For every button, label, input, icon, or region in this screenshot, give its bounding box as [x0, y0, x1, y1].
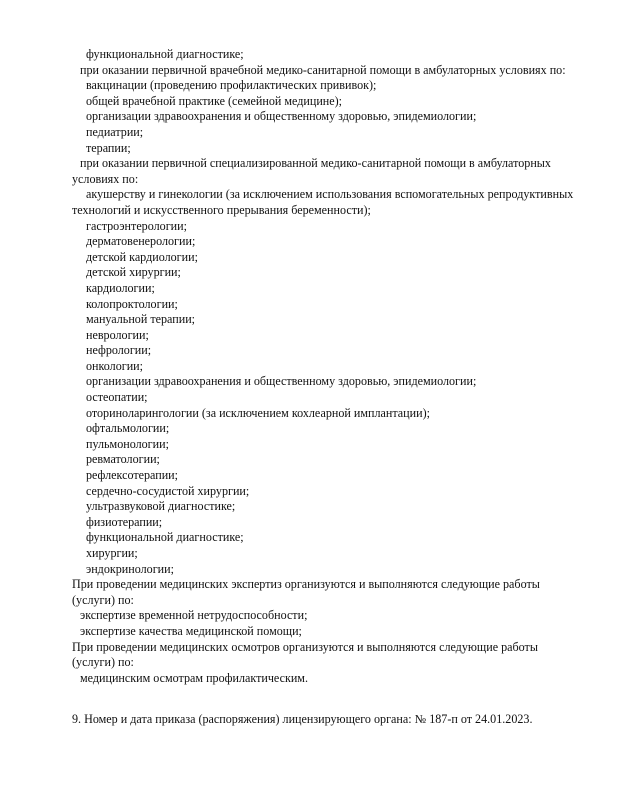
document-line: терапии;: [86, 140, 131, 155]
document-line: оториноларингологии (за исключением кохлеарной имплантации);: [86, 405, 430, 420]
document-line: гастроэнтерологии;: [86, 218, 187, 233]
document-line: педиатрии;: [86, 124, 144, 139]
document-line: организации здравоохранения и общественному здоровью, эпидемиологии;: [86, 109, 477, 124]
document-line: эндокринологии;: [86, 561, 174, 576]
document-line: мануальной терапии;: [86, 312, 196, 327]
document-line: при оказании первичной специализированной медико-санитарной помощи в амбулаторных: [80, 156, 551, 171]
document-line: детской кардиологии;: [86, 249, 198, 264]
document-body: [72, 47, 612, 728]
spacer: [72, 702, 612, 712]
document-line: акушерству и гинекологии (за исключением использования вспомогательных репродуктивных: [86, 187, 574, 202]
document-line: остеопатии;: [86, 390, 148, 405]
document-line: медицинским осмотрам профилактическим.: [80, 670, 308, 685]
document-line: вакцинации (проведению профилактических прививок);: [86, 78, 377, 93]
document-line: условиях по:: [72, 171, 139, 186]
document-line: ревматологии;: [86, 452, 160, 467]
blank-line: [72, 686, 612, 702]
document-line: экспертизе временной нетрудоспособности;: [80, 608, 308, 623]
document-line: функциональной диагностике;: [86, 47, 244, 61]
document-line: неврологии;: [86, 327, 149, 342]
document-line: физиотерапии;: [86, 514, 163, 529]
document-line: пульмонологии;: [86, 436, 169, 451]
document-line: кардиологии;: [86, 280, 155, 295]
document-line: сердечно-сосудистой хирургии;: [86, 483, 250, 498]
document-line: ультразвуковой диагностике;: [86, 499, 236, 514]
document-line: (услуги) по:: [72, 592, 134, 607]
document-line: При проведении медицинских осмотров организуются и выполняются следующие работы: [72, 639, 538, 654]
document-line: При проведении медицинских экспертиз организуются и выполняются следующие работы: [72, 577, 540, 592]
document-line: рефлексотерапии;: [86, 468, 179, 483]
document-line: (услуги) по:: [72, 655, 134, 670]
document-line: хирургии;: [86, 546, 138, 560]
document-line: организации здравоохранения и общественному здоровью, эпидемиологии;: [86, 374, 477, 389]
document-line: офтальмологии;: [86, 421, 170, 436]
section-9-line: 9. Номер и дата приказа (распоряжения) лицензирующего органа: № 187-п от 24.01.2023.: [72, 711, 533, 726]
document-line: нефрологии;: [86, 343, 152, 358]
document-line: экспертизе качества медицинской помощи;: [80, 623, 302, 638]
document-line: при оказании первичной врачебной медико-санитарной помощи в амбулаторных условиях по:: [80, 62, 566, 77]
document-line: детской хирургии;: [86, 265, 181, 280]
document-line: онкологии;: [86, 358, 144, 373]
document-line: функциональной диагностике;: [86, 530, 244, 545]
document-line: общей врачебной практике (семейной медицине);: [86, 93, 343, 108]
document-line: колопроктологии;: [86, 296, 178, 311]
document-line: дерматовенерологии;: [86, 234, 196, 249]
document-line: технологий и искусственного прерывания беременности);: [72, 202, 371, 217]
